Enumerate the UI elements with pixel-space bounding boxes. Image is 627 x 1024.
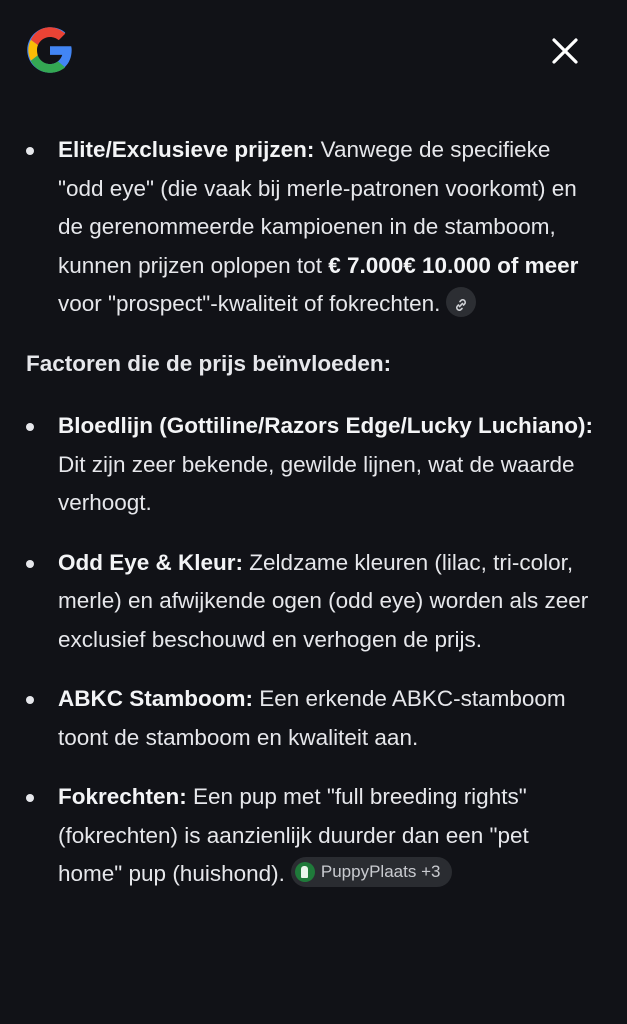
item-text: voor "prospect"-kwaliteit of fokrechten. <box>58 291 441 316</box>
section-heading: Factoren die de prijs beïnvloeden: <box>26 350 392 376</box>
item-text: Vanwege de specifieke "odd eye" (die vaak bij merle-patronen voorkomt) en de gerenommeerde kampioenen in de stamboom, kunnen prijzen oplopen tot <box>58 137 577 278</box>
item-text: Een pup met "full breeding rights" (fokrechten) is aanzienlijk duurder dan een "pet home" pup (huishond). <box>58 784 529 886</box>
google-logo-icon[interactable] <box>24 24 76 76</box>
factors-list <box>0 407 627 894</box>
item-title: Odd Eye & Kleur: <box>58 549 244 575</box>
list-item <box>0 407 627 523</box>
item-text: Dit zijn zeer bekende, gewilde lijnen, wat de waarde verhoogt. <box>58 451 575 515</box>
item-text: Zeldzame kleuren (lilac, tri-color, merle) en afwijkende ogen (odd eye) worden als zeer exclusief beschouwd en verhogen de prijs. <box>58 549 589 652</box>
price-range: € 7.000€ 10.000 of meer <box>328 252 579 278</box>
item-title: Bloedlijn (Gottiline/Razors Edge/Lucky Luchiano): <box>58 413 594 438</box>
item-text: Een erkende ABKC-stamboom toont de stamboom en kwaliteit aan. <box>58 686 566 750</box>
answer-content <box>0 131 627 915</box>
item-title: ABKC Stamboom: <box>58 686 253 711</box>
list-item <box>0 680 627 757</box>
list-item <box>0 131 627 324</box>
item-title: Fokrechten: <box>58 784 187 809</box>
list-item <box>0 778 627 894</box>
close-icon[interactable] <box>548 34 582 68</box>
link-button[interactable] <box>446 287 476 317</box>
price-list <box>0 131 627 324</box>
link-icon <box>453 297 469 313</box>
puppyplaats-favicon-icon <box>295 862 315 882</box>
item-title: Elite/Exclusieve prijzen: <box>58 137 315 162</box>
source-chip[interactable] <box>291 857 453 887</box>
source-chip-label: PuppyPlaats +3 <box>320 861 441 881</box>
list-item <box>0 544 627 660</box>
top-bar <box>0 0 627 100</box>
